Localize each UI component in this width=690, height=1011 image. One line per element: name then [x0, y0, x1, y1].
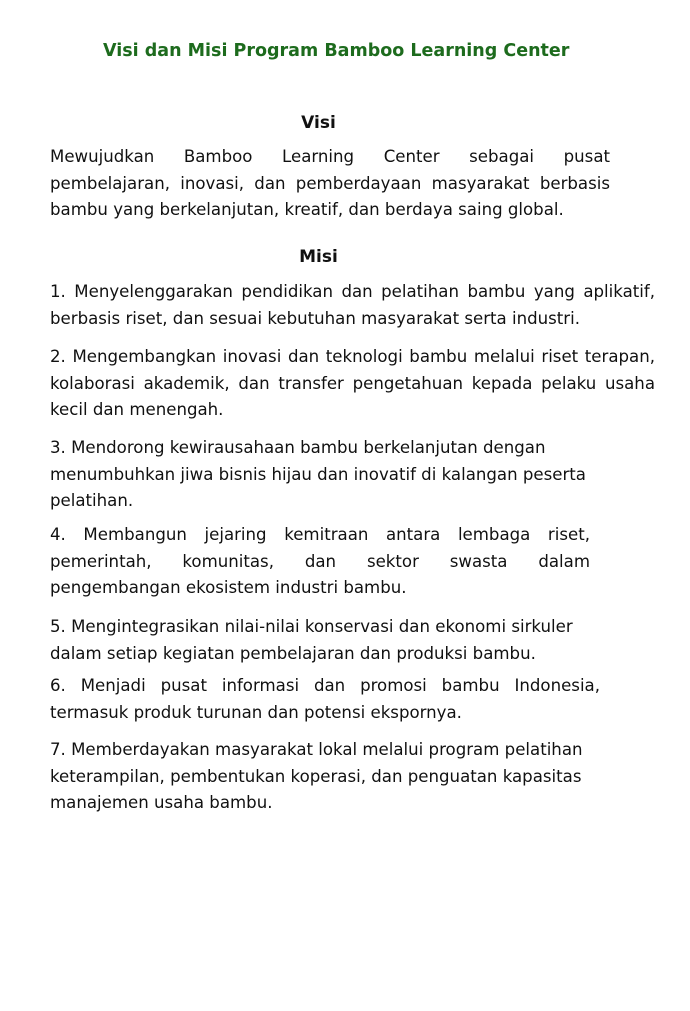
mission-item-5: 5. Mengintegrasikan nilai-nilai konservasi dan ekonomi sirkuler dalam setiap kegiatan pembelajaran dan produksi bambu.	[50, 617, 573, 663]
mission-item-7: 7. Memberdayakan masyarakat lokal melalui program pelatihan keterampilan, pembentukan koperasi, dan penguatan kapasitas manajemen usaha bambu.	[50, 740, 583, 812]
vision-heading: Visi	[301, 113, 336, 133]
mission-item-3: 3. Mendorong kewirausahaan bambu berkelanjutan dengan menumbuhkan jiwa bisnis hijau dan inovatif di kalangan peserta pelatihan.	[50, 438, 586, 510]
mission-item-6: 6. Menjadi pusat informasi dan promosi bambu Indonesia, termasuk produk turunan dan potensi ekspornya.	[50, 676, 600, 722]
mission-item-2: 2. Mengembangkan inovasi dan teknologi bambu melalui riset terapan, kolaborasi akademik, dan transfer pengetahuan kepada pelaku usaha kecil dan menengah.	[50, 347, 655, 419]
vision-text: Mewujudkan Bamboo Learning Center sebagai pusat pembelajaran, inovasi, dan pemberdayaan masyarakat berbasis bambu yang berkelanjutan, kreatif, dan berdaya saing global.	[50, 147, 610, 219]
document-title: Visi dan Misi Program Bamboo Learning Center	[103, 41, 570, 61]
mission-item-1: 1. Menyelenggarakan pendidikan dan pelatihan bambu yang aplikatif, berbasis riset, dan sesuai kebutuhan masyarakat serta industri.	[50, 282, 655, 328]
mission-heading: Misi	[299, 247, 338, 267]
mission-item-4: 4. Membangun jejaring kemitraan antara lembaga riset, pemerintah, komunitas, dan sektor swasta dalam pengembangan ekosistem industri bambu.	[50, 525, 590, 597]
